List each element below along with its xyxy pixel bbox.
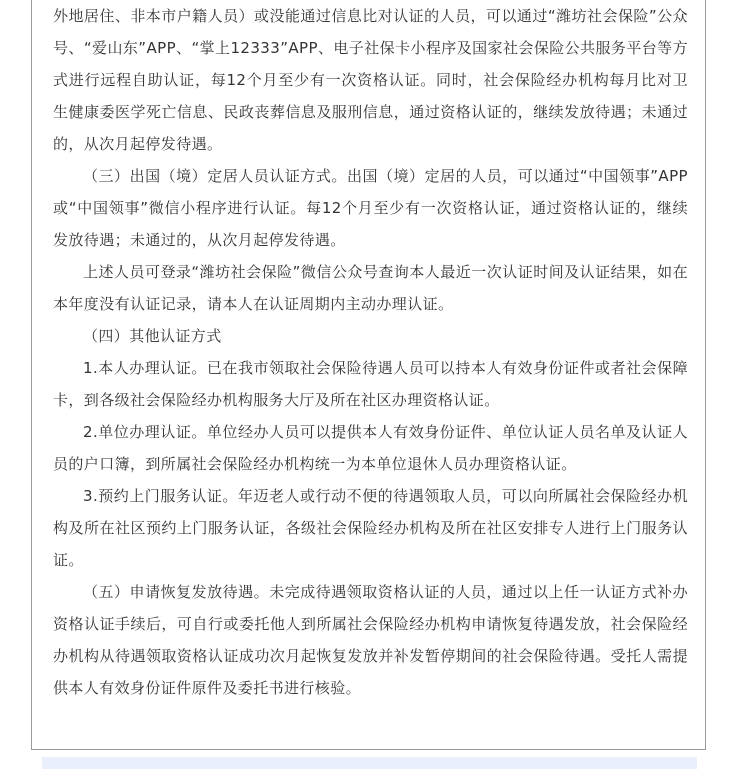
section-heading-other-methods: （四）其他认证方式 <box>83 327 222 345</box>
paragraph-overseas-residents: （三）出国（境）定居人员认证方式。出国（境）定居的人员，可以通过“中国领事”APP或“中国领事”微信小程序进行认证。每12个月至少有一次资格认证，通过资格认证的，继续发放待遇；未通过的，从次月起停发待遇。 <box>53 167 688 249</box>
bottom-decorative-strip <box>42 757 697 769</box>
paragraph-resume-payment: （五）申请恢复发放待遇。未完成待遇领取资格认证的人员，通过以上任一认证方式补办资格认证手续后，可自行或委托他人到所属社会保险经办机构申请恢复待遇发放，社会保险经办机构从待遇领取资格认证成功次月起恢复发放并补发暂停期间的社会保险待遇。受托人需提供本人有效身份证件原件及委托书进行核验。 <box>53 583 688 697</box>
paragraph-self-authentication: 1.本人办理认证。已在我市领取社会保险待遇人员可以持本人有效身份证件或者社会保障卡，到各级社会保险经办机构服务大厅及所在社区办理资格认证。 <box>53 359 688 409</box>
paragraph-home-service-authentication: 3.预约上门服务认证。年迈老人或行动不便的待遇领取人员，可以向所属社会保险经办机构及所在社区预约上门服务认证，各级社会保险经办机构及所在社区安排专人进行上门服务认证。 <box>53 487 688 569</box>
paragraph-unit-authentication: 2.单位办理认证。单位经办人员可以提供本人有效身份证件、单位认证人员名单及认证人员的户口簿，到所属社会保险经办机构统一为本单位退休人员办理资格认证。 <box>53 423 688 473</box>
paragraph-query-result: 上述人员可登录“潍坊社会保险”微信公众号查询本人最近一次认证时间及认证结果，如在本年度没有认证记录，请本人在认证周期内主动办理认证。 <box>53 263 688 313</box>
paragraph-remote-authentication: 外地居住、非本市户籍人员）或没能通过信息比对认证的人员，可以通过“潍坊社会保险”公众号、“爱山东”APP、“掌上12333”APP、电子社保卡小程序及国家社会保险公共服务平台等方式进行远程自助认证，每12个月至少有一次资格认证。同时，社会保险经办机构每月比对卫生健康委医学死亡信息、民政丧葬信息及服刑信息，通过资格认证的，继续发放待遇；未通过的，从次月起停发待遇。 <box>53 7 688 153</box>
article-body <box>53 0 688 704</box>
